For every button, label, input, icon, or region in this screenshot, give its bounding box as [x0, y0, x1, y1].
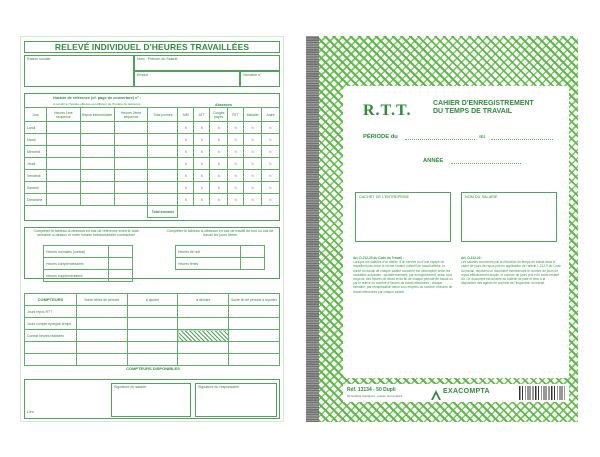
jours-cet-label: Jours compte épargne-temps: [25, 318, 77, 330]
periode-line: [405, 139, 475, 140]
reference-sub: 50 feuillets dupliqués - papier autocopiant: [347, 394, 403, 398]
nom-prenom-box: [134, 55, 280, 71]
hours-table: [24, 107, 280, 218]
table-row: [25, 330, 280, 342]
cover-subtitle: [433, 100, 563, 116]
timesheet-title: RELEVÉ INDIVIDUEL D'HEURES TRAVAILLÉES: [54, 42, 250, 52]
cover-sheet: [306, 36, 578, 422]
raison-sociale-label: Raison sociale: [27, 57, 51, 61]
brand-logo-icon: [431, 387, 441, 405]
col-abs-1: ATT: [194, 108, 210, 122]
cover-pattern: [319, 36, 578, 422]
table-row: [25, 354, 280, 366]
compteurs-title: COMPTEURS: [25, 294, 77, 306]
day-mardi: Mardi: [25, 134, 47, 146]
col-abs-0: MM: [178, 108, 194, 122]
col-abs-2: Congés payés: [210, 108, 228, 122]
table-row: [176, 258, 265, 270]
article-left: [353, 256, 453, 374]
periode-label: PÉRIODE du: [363, 134, 398, 140]
summary-right-title: Compléter le tableau ci-dessous en cas de travail de nuit ou cas de travail les jours fériés: [166, 229, 274, 237]
col-a-deduire: à déduire: [178, 294, 229, 306]
col-solde-fin: Solde fin de période à reporter: [229, 294, 280, 306]
col-heures-1: Heures 1ère séquence: [46, 108, 80, 122]
heures-nuit-label: Heures de nuit: [176, 246, 241, 258]
summary-frame: [24, 227, 280, 279]
cover-footer: [343, 384, 569, 402]
heures-supplementaires-label: Heures supplémentaires: [44, 270, 109, 282]
table-row: Vendredi h h h h h h: [25, 170, 280, 182]
heures-normales-label: Heures normales (contrat): [44, 246, 109, 258]
day-samedi: Samedi: [25, 182, 47, 194]
cover-subtitle-line2: DU TEMPS DE TRAVAIL: [433, 108, 513, 115]
lieu-label: Lieu: [27, 410, 34, 414]
compteurs-disponibles: COMPTEURS DISPONIBLES: [126, 366, 180, 371]
absences-header: Absences: [215, 103, 232, 107]
summary-left-title: Compléter le tableau ci-dessous en cas de référence entre le total semaine ci-dessus et votre horaire hebdomadaire contractuel: [33, 229, 139, 237]
table-row: Lundi h h h h h h: [25, 122, 280, 134]
nom-prenom-label: Nom - Prénom du Salarié: [137, 57, 178, 61]
periode-au-label: au: [479, 134, 486, 140]
barcode-icon: [519, 386, 565, 400]
cover-panel: [343, 86, 569, 378]
col-a-ajouter: à ajouter: [127, 294, 178, 306]
jours-repos-label: Jours repos RTT: [25, 306, 77, 318]
cachet-box: [355, 192, 451, 242]
table-row: [25, 342, 280, 354]
table-row: [44, 258, 133, 270]
contrat-heures-label: Contrat heures réalisées: [25, 330, 77, 342]
nom-salarie-box: [461, 192, 557, 242]
col-total: Total journée: [148, 108, 178, 122]
col-repos: Repos intermédiaire: [80, 108, 114, 122]
article-right-title: Art. D.212-22 :: [461, 256, 483, 260]
summary-right-table: [175, 245, 265, 270]
table-row: [25, 318, 280, 330]
cover-title: R.T.T.: [363, 102, 412, 119]
brand-name: EXACOMPTA: [443, 388, 490, 395]
hours-header-row: [25, 108, 280, 122]
timesheet-form-sheet: [20, 36, 284, 422]
semaine-box: [240, 71, 280, 87]
total-semaine-label: Total semaine: [148, 206, 178, 218]
article-left-text: Lorsque les salariés d'un atelier, d'un service ou d'une équipe ne travaillent pas selon le même horaire collectif de travail affiché, la durée du travail de chaque salarié concerné est décomptée selon les modalités suivantes : quotidiennement, par enregistrement, selon tous moyens, des heures de début et de fin de chaque période de travail ou par le relevé du nombre d'heures de travail effectuées ; chaque semaine, par récapitulation selon tous moyens du nombre d'heures de travail effectuées par chaque salarié.: [353, 260, 453, 294]
col-abs-5: Autre: [262, 108, 280, 122]
hatched-cell: [178, 330, 229, 342]
emploi-box: [134, 71, 240, 87]
table-row: Dimanche h h h h h h: [25, 194, 280, 206]
cachet-label: CACHET DE L'ENTREPRISE: [359, 195, 410, 199]
total-row: [25, 206, 280, 218]
table-row: Jeudi h h h h h h: [25, 158, 280, 170]
semaine-label: Semaine n°: [243, 73, 262, 77]
horaire-reference-label: Horaire de référence (cf. page de couverture) n° :: [53, 96, 142, 100]
signature-salarie-label: Signature du salarié: [114, 385, 146, 389]
article-right: [461, 256, 561, 374]
signatures-frame: [24, 379, 280, 419]
emploi-label: Emploi: [137, 73, 148, 77]
wire-spine: [306, 36, 319, 422]
day-lundi: Lundi: [25, 122, 47, 134]
col-abs-3: RTT: [228, 108, 244, 122]
table-row: [44, 270, 133, 282]
annee-label: ANNÉE: [423, 158, 444, 164]
day-mercredi: Mercredi: [25, 146, 47, 158]
col-solde-debut: Solde début de période: [76, 294, 127, 306]
table-row: [176, 246, 265, 258]
col-jour: Jour: [25, 108, 47, 122]
article-right-text: Les salariés concernés par la réduction du temps de travail dans le cadre de jours de repos pris en application de l'article L.212-9 du Code du travail, reçoivent un document mentionnant le nombre de jours de repos effectivement acquis, le nombre de jours pris et le solde restant dû. Ce document est annexé au bulletin de paie et tenu à la disposition des agents de contrôle de l'inspection du travail.: [461, 260, 561, 286]
col-heures-2: Heures 2ème séquence: [114, 108, 148, 122]
table-row: [25, 306, 280, 318]
raison-sociale-box: [24, 55, 134, 87]
article-left-title: Art. D.212-20 du Code du Travail :: [353, 256, 404, 260]
table-row: Samedi h h h h h h: [25, 182, 280, 194]
table-row: Mercredi h h h h h h: [25, 146, 280, 158]
signature-salarie-box: [111, 383, 191, 417]
col-abs-4: Maladie: [244, 108, 262, 122]
table-row: Mardi h h h h h h: [25, 134, 280, 146]
compteurs-table: [24, 293, 280, 366]
summary-left-table: [43, 245, 133, 282]
table-row: [44, 246, 133, 258]
periode-au-line: [491, 139, 553, 140]
timesheet-title-box: [24, 41, 280, 53]
cover-subtitle-line1: CAHIER D'ENREGISTREMENT: [433, 100, 534, 107]
signature-responsable-box: [195, 383, 277, 417]
compteurs-header-row: [25, 294, 280, 306]
horaire-note: A remplir si l'horaire effectué est différent de l'horaire de référence: [53, 102, 141, 106]
heures-complementaires-label: Heures complémentaires: [44, 258, 109, 270]
day-dimanche: Dimanche: [25, 194, 47, 206]
annee-line: [451, 163, 521, 164]
signature-responsable-label: Signature du responsable: [198, 385, 239, 389]
day-jeudi: Jeudi: [25, 158, 47, 170]
heures-feries-label: Heures fériés: [176, 258, 241, 270]
nom-salarie-label: NOM DU SALARIÉ: [465, 195, 498, 199]
reference-label: Réf. 13134 - 50 Dupli: [347, 387, 396, 393]
day-vendredi: Vendredi: [25, 170, 47, 182]
